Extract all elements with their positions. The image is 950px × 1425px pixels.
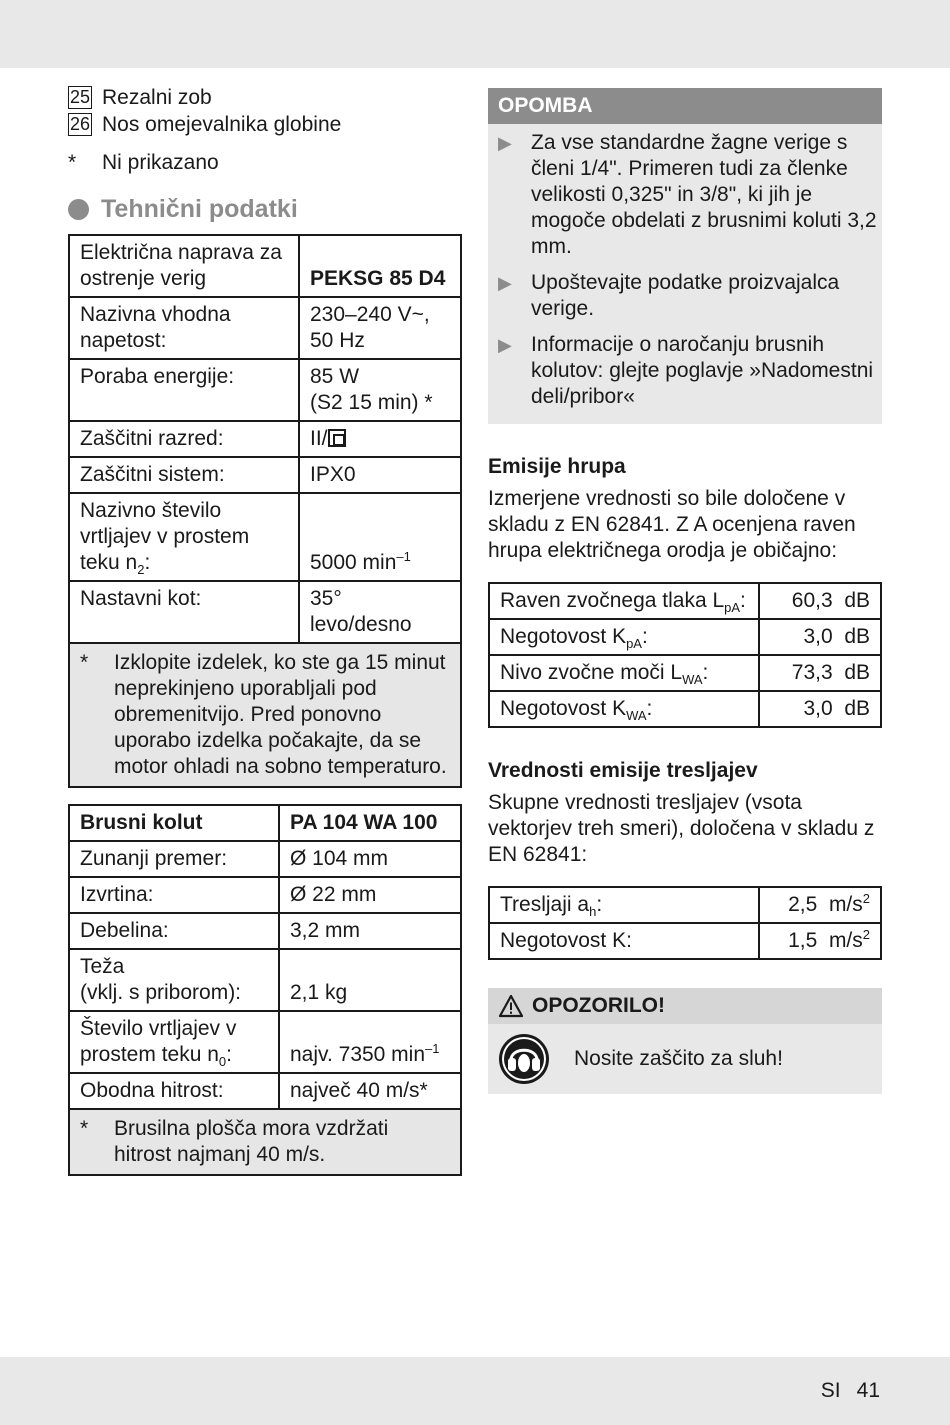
list-item: [498, 270, 882, 322]
value-number: 3,0: [803, 697, 833, 720]
noise-heading: Emisije hrupa: [488, 455, 626, 478]
table-row: [489, 619, 881, 655]
spec-value: Ø 22 mm: [279, 877, 461, 913]
label-text: Negotovost K: [500, 625, 627, 648]
spec-value: Ø 104 mm: [279, 841, 461, 877]
noise-label: [489, 655, 759, 691]
triangle-bullet-icon: ▶: [498, 335, 512, 355]
note-box: [488, 88, 882, 424]
footnote-star: *: [80, 651, 89, 674]
table-row: [489, 923, 881, 959]
note-list: [488, 124, 882, 410]
footnote-star: *: [68, 151, 77, 174]
value-unit: dB: [844, 625, 870, 648]
label-end: :: [702, 661, 709, 684]
warning-title: OPOZORILO!: [532, 994, 665, 1017]
disc-table: [68, 804, 462, 1176]
spec-value: 3,2 mm: [279, 913, 461, 949]
value-number: 3,0: [803, 625, 833, 648]
spec-value-text: 5000 min: [310, 551, 397, 574]
page-number: 41: [856, 1379, 880, 1402]
table-header-label: Brusni kolut: [69, 805, 279, 841]
spec-value-line: levo/desno: [310, 613, 412, 636]
noise-label: [489, 619, 759, 655]
table-row: [69, 235, 461, 297]
table-row: [69, 913, 461, 949]
spec-label-end: :: [226, 1043, 232, 1066]
right-column: [488, 88, 882, 1094]
spec-label-line: Število vrtljajev v: [80, 1017, 237, 1040]
warning-header: [488, 988, 882, 1024]
table-row: [69, 359, 461, 421]
table-row: [489, 887, 881, 923]
part-number: 26: [69, 114, 91, 134]
vibration-paragraph: Skupne vrednosti tresljajev (vsota vektorjev treh smeri), določena v skladu z EN 62841:: [488, 791, 875, 866]
spec-label: Poraba energije:: [69, 359, 299, 421]
spec-value-line: 50 Hz: [310, 329, 365, 352]
spec-label: [69, 949, 279, 1011]
spec-label-end: :: [144, 551, 151, 574]
noise-value: [759, 691, 881, 727]
section-heading: [68, 196, 462, 222]
vibration-value: [759, 923, 881, 959]
spec-value: PEKSG 85 D4: [299, 235, 461, 297]
noise-value: [759, 619, 881, 655]
table-row: [69, 493, 461, 581]
spec-value-text: II/: [310, 427, 328, 450]
superscript: –1: [396, 549, 411, 564]
part-label: Rezalni zob: [102, 85, 212, 109]
section-title: Tehnični podatki: [101, 195, 298, 223]
bullet-dot-icon: [68, 199, 89, 220]
subscript: WA: [626, 708, 647, 724]
subscript: pA: [626, 636, 642, 652]
vibration-value: [759, 887, 881, 923]
label-end: :: [641, 625, 648, 648]
not-shown-note: [68, 150, 462, 176]
protection-class-icon: [328, 429, 346, 447]
spec-label: Nazivna vhodna napetost:: [69, 297, 299, 359]
noise-paragraph: Izmerjene vrednosti so bile določene v skladu z EN 62841. Z A ocenjena raven hrupa električnega orodja je običajno:: [488, 487, 856, 562]
warning-body: [488, 1024, 882, 1094]
language-code: SI: [820, 1379, 841, 1402]
specs-table: [68, 234, 462, 788]
footnote-text: Izklopite izdelek, ko ste ga 15 minut neprekinjeno uporabljali pod obremenitvijo. Pred ponovno uporabo izdelka počakajte, da se motor ohladi na sobno temperaturo.: [114, 651, 447, 778]
spec-value: [279, 1011, 461, 1073]
subscript: WA: [682, 672, 703, 688]
value-number: 2,5: [788, 893, 818, 916]
label-text: Negotovost K:: [500, 929, 632, 952]
spec-label: [69, 1011, 279, 1073]
subscript: pA: [724, 600, 741, 616]
table-row: [69, 841, 461, 877]
vibration-label: [489, 887, 759, 923]
note-text: Za vse standardne žagne verige s členi 1/4". Primeren tudi za členke velikosti 0,325" in 3/8", ki jih je mogoče obdelati z brusnimi koluti 3,2 mm.: [531, 131, 877, 258]
superscript: 2: [862, 891, 870, 906]
spec-value-line: (S2 15 min) *: [310, 391, 433, 414]
warning-text: Nosite zaščito za sluh!: [574, 1047, 783, 1070]
spec-value: največ 40 m/s*: [279, 1073, 461, 1109]
value-unit: dB: [844, 589, 870, 612]
table-header-value: PA 104 WA 100: [279, 805, 461, 841]
bottom-band: [0, 1357, 950, 1425]
label-end: :: [596, 893, 603, 916]
noise-label: [489, 583, 759, 619]
spec-value: [299, 359, 461, 421]
spec-value-line: 230–240 V~,: [310, 303, 430, 326]
spec-value: [299, 493, 461, 581]
vibration-label: [489, 923, 759, 959]
spec-label-line: vrtljajev v prostem: [80, 525, 250, 548]
noise-value: [759, 655, 881, 691]
noise-value: [759, 583, 881, 619]
spec-label-line: Teža: [80, 955, 125, 978]
spec-label-line: (vklj. s priborom):: [80, 981, 242, 1004]
list-item: [68, 111, 462, 138]
spec-label: Zunanji premer:: [69, 841, 279, 877]
label-end: :: [740, 589, 746, 612]
list-item: [498, 130, 882, 260]
spec-label-line: Nazivno število: [80, 499, 222, 522]
spec-value: [299, 297, 461, 359]
note-box-title: OPOMBA: [488, 88, 882, 124]
table-row: [69, 581, 461, 643]
table-row: [69, 297, 461, 359]
spec-value-line: 35°: [310, 587, 342, 610]
triangle-bullet-icon: ▶: [498, 273, 512, 293]
footnote-star: *: [80, 1117, 89, 1140]
table-row: [69, 421, 461, 457]
vibration-heading: Vrednosti emisije tresljajev: [488, 759, 758, 782]
noise-label: [489, 691, 759, 727]
label-text: Tresljaji a: [500, 893, 590, 916]
table-row: [69, 1011, 461, 1073]
ear-protection-icon: [498, 1033, 550, 1085]
table-row: [69, 805, 461, 841]
left-column: [68, 84, 462, 1176]
spec-value: [299, 581, 461, 643]
spec-label: [69, 493, 299, 581]
part-label: Nos omejevalnika globine: [102, 112, 342, 136]
label-end: :: [646, 697, 653, 720]
superscript: 2: [862, 927, 870, 942]
spec-label-line: teku n: [80, 551, 138, 574]
value-number: 73,3: [791, 661, 833, 684]
table-row: [69, 949, 461, 1011]
label-text: Negotovost K: [500, 697, 627, 720]
noise-table: [488, 582, 882, 728]
part-number: 25: [69, 87, 91, 107]
value-number: 60,3: [791, 589, 833, 612]
spec-label: Zaščitni sistem:: [69, 457, 299, 493]
spec-value-line: 85 W: [310, 365, 360, 388]
spec-label-line: prostem teku n: [80, 1043, 219, 1066]
spec-label: Nastavni kot:: [69, 581, 299, 643]
value-unit: dB: [844, 661, 870, 684]
footnote-cell: [69, 643, 461, 787]
table-footnote-row: [69, 643, 461, 787]
spec-value-text: najv. 7350 min: [290, 1043, 426, 1066]
spec-value: IPX0: [299, 457, 461, 493]
label-text: Raven zvočnega tlaka L: [500, 589, 725, 612]
spec-label: Električna naprava za ostrenje verig: [69, 235, 299, 297]
top-band: [0, 0, 950, 68]
spec-label: Izvrtina:: [69, 877, 279, 913]
triangle-bullet-icon: ▶: [498, 133, 512, 153]
value-unit: dB: [844, 697, 870, 720]
spec-label: Zaščitni razred:: [69, 421, 299, 457]
table-row: [489, 691, 881, 727]
not-shown-text: Ni prikazano: [102, 151, 219, 174]
note-text: Informacije o naročanju brusnih kolutov: glejte poglavje »Nadomestni deli/pribor«: [531, 333, 874, 408]
table-row: [69, 877, 461, 913]
table-row: [69, 1073, 461, 1109]
spec-label: Debelina:: [69, 913, 279, 949]
note-text: Upoštevajte podatke proizvajalca verige.: [531, 271, 840, 320]
footnote-cell: [69, 1109, 461, 1175]
list-item: [68, 84, 462, 111]
superscript: –1: [425, 1041, 440, 1056]
footnote-text: Brusilna plošča mora vzdržati hitrost najmanj 40 m/s.: [114, 1117, 389, 1166]
table-row: [489, 583, 881, 619]
value-unit: m/s: [828, 929, 863, 952]
subscript: 2: [137, 562, 145, 578]
subscript: h: [589, 904, 597, 920]
subscript: 0: [218, 1054, 227, 1070]
spec-label: Obodna hitrost:: [69, 1073, 279, 1109]
page-footer: [821, 1378, 880, 1404]
warning-triangle-icon: [498, 994, 524, 1018]
spec-value: 2,1 kg: [279, 949, 461, 1011]
table-row: [489, 655, 881, 691]
parts-list: [68, 84, 462, 138]
value-number: 1,5: [788, 929, 818, 952]
value-unit: m/s: [828, 893, 863, 916]
table-row: [69, 457, 461, 493]
spec-value: [299, 421, 461, 457]
vibration-table: [488, 886, 882, 960]
list-item: [498, 332, 882, 410]
table-footnote-row: [69, 1109, 461, 1175]
label-text: Nivo zvočne moči L: [500, 661, 683, 684]
